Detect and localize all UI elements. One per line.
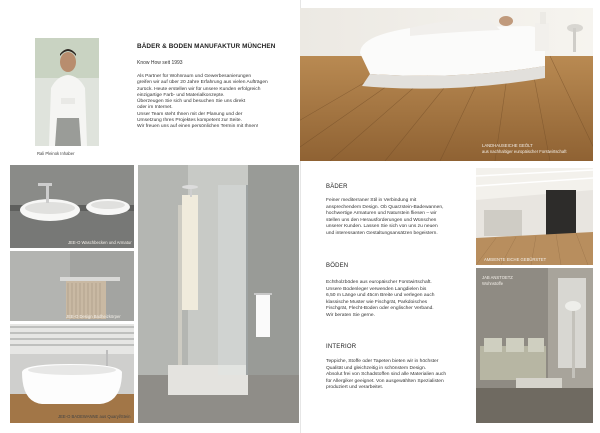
bathtub-image (10, 324, 134, 423)
section-title-baeder: BÄDER (326, 184, 348, 190)
intro-line: Unser Team steht Ihnen mit der Planung und der (137, 111, 243, 117)
text-line: stellen uns den Herausforderungen und Wünschen (326, 217, 437, 223)
text-line: 6,50 m Länge und 45cm Breite und verlegen auch (326, 293, 435, 298)
text-line: Echtholzböden aus europäischer Forstwirtschaft. (326, 280, 432, 285)
heater-image (10, 251, 134, 321)
text-line: und interessanten Gestaltungsansätzen begeistern. (326, 230, 438, 236)
interior-caption-2: Wohnstoffe (482, 281, 504, 286)
text-line: Teppiche, Stoffe oder Tapeten bieten wir in höchster (326, 359, 439, 364)
interior-image (476, 268, 593, 423)
section-text-baeder (326, 198, 486, 237)
text-line: ansprechendem Design. Ob Quarzstein-Badewannen, (326, 204, 444, 210)
section-title-boeden: BÖDEN (326, 263, 349, 269)
text-line: hochwertige Armaturen und Naturstein fliesen – wir (326, 211, 437, 216)
text-line: für Allergiker geeignet. Von ausgewählten Spezialisten (326, 378, 444, 384)
intro-line: Wir freuen uns auf einen persönlichen Termin mit Ihnen! (137, 124, 259, 130)
heater-caption: JEE-O Design Badheizkörper (66, 314, 121, 319)
intro-text (137, 74, 287, 131)
text-line: klassische Muster wie Fischgrät, Parkdoisches (326, 299, 428, 305)
basins-image (10, 165, 134, 248)
text-line: Feiner mediterraner Stil in Verbindung mit (326, 198, 417, 203)
interior-caption-1: JAB ANSTOETZ (482, 275, 513, 280)
living-caption: AMBIENTE EICHE GEBÜRSTET (484, 257, 547, 262)
section-title-interior: INTERIOR (326, 344, 357, 350)
text-line: Fischgrät, Flecht-Boden oder englischer Verband. (326, 306, 434, 311)
intro-line: oder im Internet. (137, 105, 173, 111)
bedroom-caption-2: aus nachhaltiger europäischer Forstwirtschaft (482, 149, 567, 154)
intro-block (137, 43, 287, 131)
basins-caption: JEE-O Waschbecken und Armatur (68, 240, 132, 245)
intro-line: Überzeugen Sie sich und besuchen Sie uns direkt (137, 99, 246, 105)
intro-line: Umsetzung Ihres Projektes kompetent zur Seite. (137, 118, 242, 124)
section-text-boeden (326, 280, 486, 319)
company-subtitle: Know How seit 1993 (137, 60, 183, 66)
bedroom-wood-floor-image (300, 8, 593, 161)
bathtub-caption: JEE-O BADEWANNE aus Quaryl/Stein (58, 414, 131, 419)
company-title: BÄDER & BODEN MANUFAKTUR MÜNCHEN (137, 43, 276, 50)
text-line: Unsere Bodenleger verwenden Langdielen bis (326, 286, 427, 292)
living-room-image (476, 168, 593, 265)
text-line: produziert und verarbeitet. (326, 385, 384, 390)
intro-line: einzigartige Farb- und Materialkonzepte. (137, 92, 225, 98)
section-text-interior (326, 359, 486, 392)
intro-line: greifen wir auf über 20 Jahre Erfahrung aus vielen Aufträgen (137, 80, 268, 86)
text-line: unserer Kunden. Lassen Sie sich von uns zu neuen (326, 224, 438, 229)
intro-line: zurück. Heute erstellen wir für unsere Kunden erfolgreich (137, 86, 261, 92)
portrait-caption: Rali Pleinok Inhaber (37, 151, 75, 156)
bedroom-caption-1: LANDHAUSEICHE GEÖLT (482, 143, 533, 148)
text-line: Qualität und gleichzeitig in schönstem Design. (326, 365, 427, 371)
owner-portrait (35, 38, 99, 146)
intro-line: Als Partner für Wohnraum und Gewerbesanierungen (137, 74, 252, 79)
shower-image (138, 165, 299, 423)
text-line: Wir beraten Sie gerne. (326, 312, 375, 318)
text-line: Absolut frei von Schadstoffen sind alle Materialien auch (326, 372, 447, 377)
